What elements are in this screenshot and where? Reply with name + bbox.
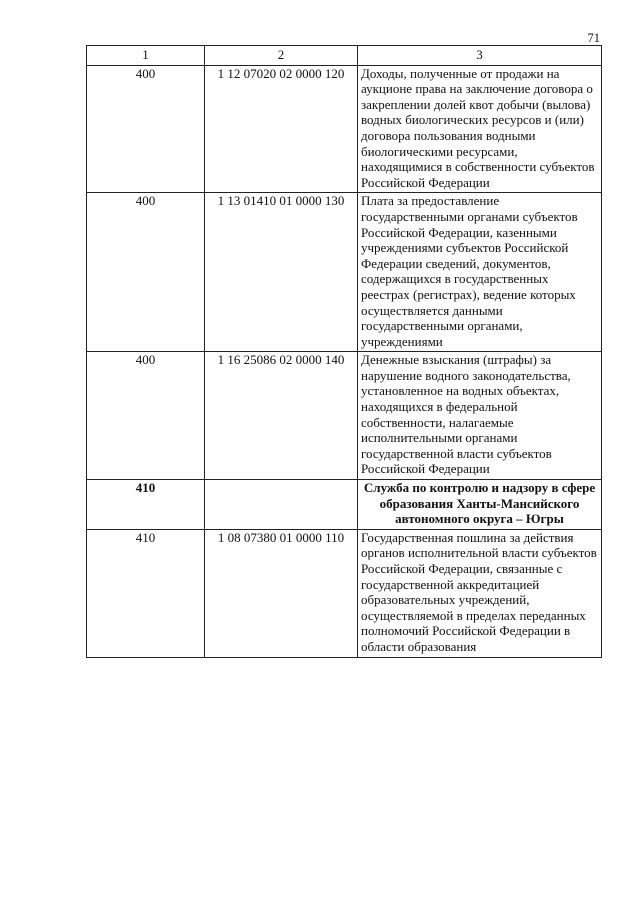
admin-code-cell: 400 xyxy=(87,65,205,193)
table-row xyxy=(87,65,602,193)
admin-code-cell: 410 xyxy=(87,480,205,530)
admin-code-cell: 410 xyxy=(87,529,205,657)
budget-classification-code-cell: 1 08 07380 01 0000 110 xyxy=(205,529,358,657)
budget-classification-code-cell xyxy=(205,480,358,530)
budget-classification-code-cell: 1 13 01410 01 0000 130 xyxy=(205,193,358,352)
revenue-description-cell: Государственная пошлина за действия органов исполнительной власти субъектов Российской Федерации, связанные с государственной аккредитацией образовательных учреждений, осуществляемой в пределах переданных полномочий Российской Федерации в области образования xyxy=(358,529,602,657)
table-row xyxy=(87,529,602,657)
column-header-3: 3 xyxy=(358,46,602,66)
revenue-description-cell: Плата за предоставление государственными органами субъектов Российской Федерации, казенными учреждениями субъектов Российской Федерации сведений, документов, содержащихся в государственных реестрах (регистрах), ведение которых осуществляется данными государственными органами, учреждениями xyxy=(358,193,602,352)
budget-classification-code-cell: 1 12 07020 02 0000 120 xyxy=(205,65,358,193)
admin-code-cell: 400 xyxy=(87,193,205,352)
column-header-1: 1 xyxy=(87,46,205,66)
table-header-row xyxy=(87,46,602,66)
table-row xyxy=(87,193,602,352)
admin-code-cell: 400 xyxy=(87,352,205,480)
administrator-heading-row xyxy=(87,480,602,530)
revenue-description-cell: Денежные взыскания (штрафы) за нарушение водного законодательства, установленное на водных объектах, находящихся в федеральной собственности, налагаемые исполнительными органами государственной власти субъектов Российской Федерации xyxy=(358,352,602,480)
column-header-2: 2 xyxy=(205,46,358,66)
budget-classification-code-cell: 1 16 25086 02 0000 140 xyxy=(205,352,358,480)
page-number: 71 xyxy=(587,31,600,45)
administrator-name-cell: Служба по контролю и надзору в сфере образования Ханты-Мансийского автономного округа – Югры xyxy=(358,480,602,530)
revenue-description-cell: Доходы, полученные от продажи на аукционе права на заключение договора о закреплении долей квот добычи (вылова) водных биологических ресурсов и (или) договора пользования водными биологическими ресурсами, находящимися в собственности субъектов Российской Федерации xyxy=(358,65,602,193)
table-row xyxy=(87,352,602,480)
budget-code-table xyxy=(86,45,602,658)
